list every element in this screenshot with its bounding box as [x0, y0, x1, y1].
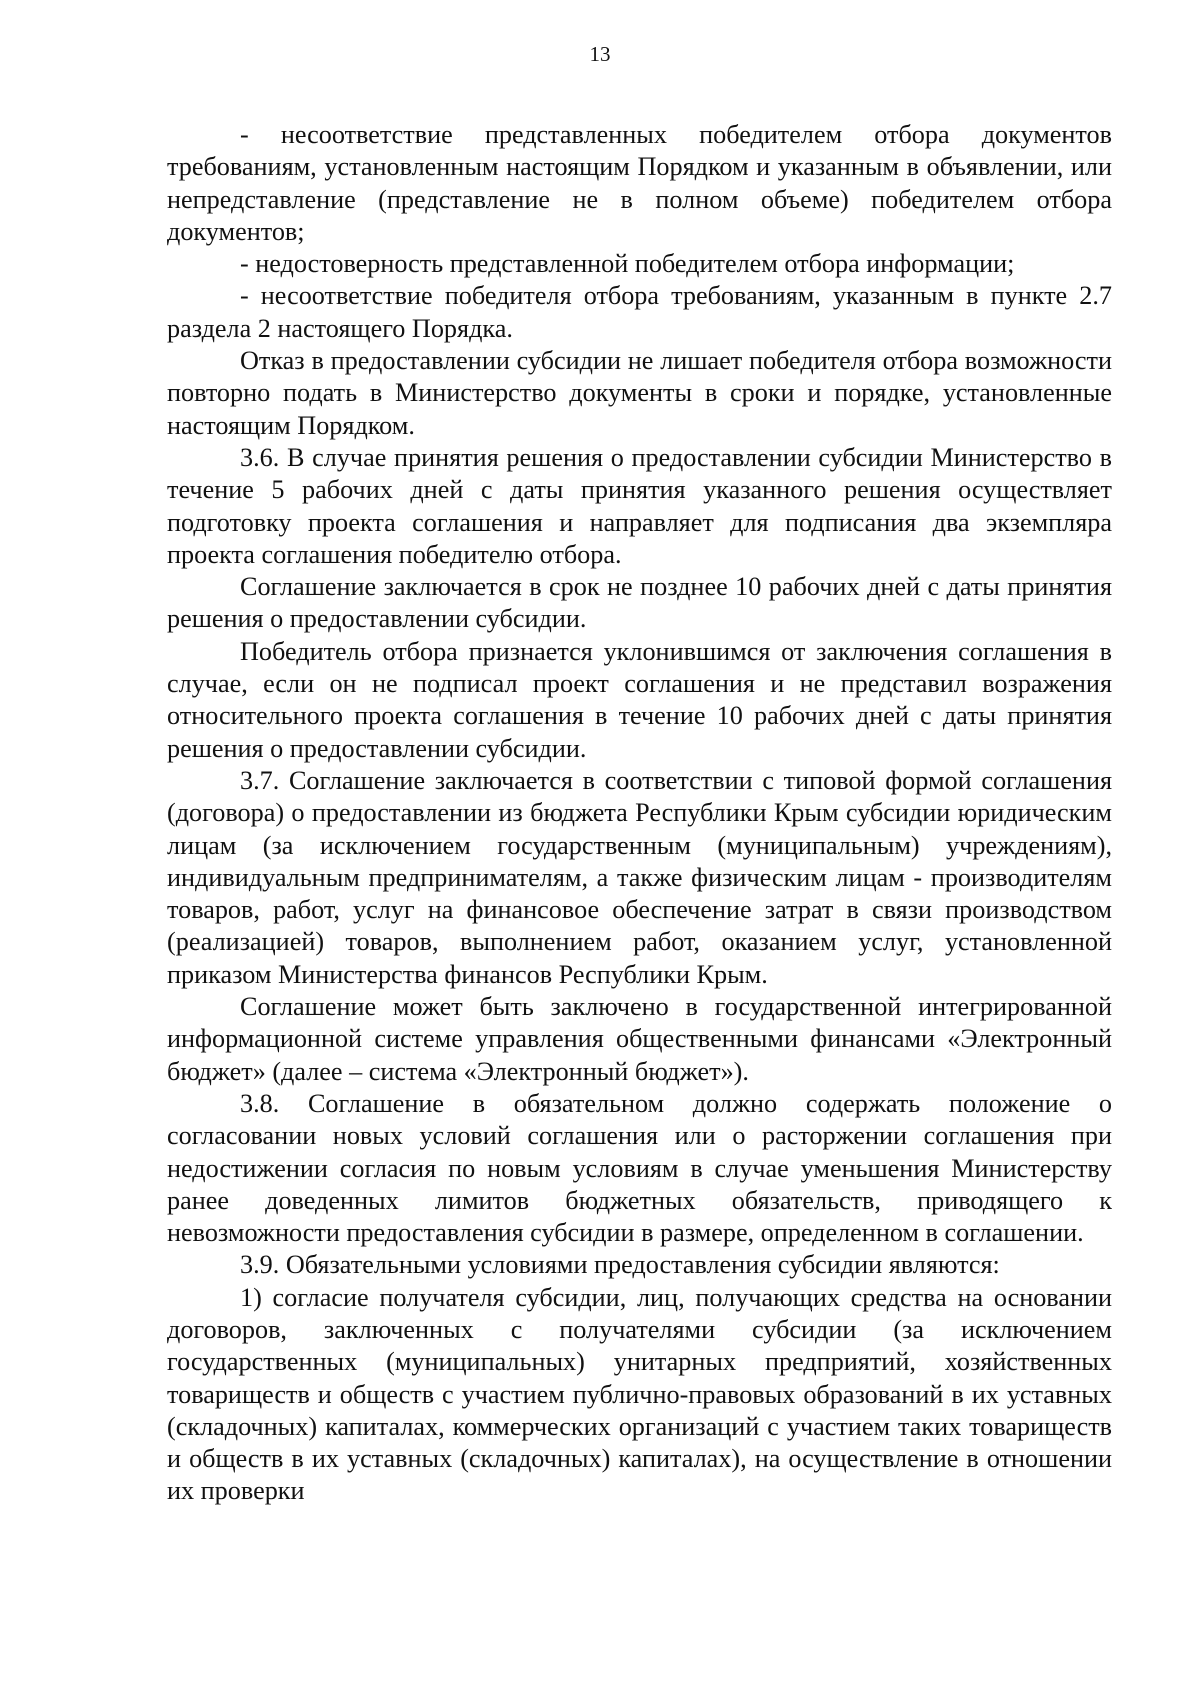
paragraph-3-8: 3.8. Соглашение в обязательном должно содержать положение о согласовании новых условий соглашения или о расторжении соглашения при недостижении согласия по новым условиям в случае уменьшения Министерству ранее доведенных лимитов бюджетных обязательств, приводящего к невозможности предоставления субсидии в размере, определенном в соглашении.: [167, 1088, 1112, 1248]
paragraph-3-6: 3.6. В случае принятия решения о предоставлении субсидии Министерство в течение 5 рабочих дней с даты принятия указанного решения осуществляет подготовку проекта соглашения и направляет для подписания два экземпляра проекта соглашения победителю отбора.: [167, 442, 1112, 569]
paragraph-electronic-budget: Соглашение может быть заключено в государственной интегрированной информационной системе управления общественными финансами «Электронный бюджет» (далее – система «Электронный бюджет»).: [167, 992, 1112, 1086]
paragraph-refusal-note: Отказ в предоставлении субсидии не лишает победителя отбора возможности повторно подать в Министерство документы в сроки и порядке, установленные настоящим Порядком.: [167, 346, 1112, 440]
paragraph-evasion: Победитель отбора признается уклонившимся от заключения соглашения в случае, если он не подписал проект соглашения и не представил возражения относительного проекта соглашения в течение 10 рабочих дней с даты принятия решения о предоставлении субсидии.: [167, 636, 1112, 763]
paragraph-3-9: 3.9. Обязательными условиями предоставления субсидии являются:: [240, 1250, 1000, 1280]
paragraph-unreliable-information: - недостоверность представленной победителем отбора информации;: [240, 249, 1015, 279]
document-body: [167, 119, 1112, 1508]
paragraph-condition-1: 1) согласие получателя субсидии, лиц, получающих средства на основании договоров, заключенных с получателями субсидии (за исключением государственных (муниципальных) унитарных предприятий, хозяйственных товариществ и обществ с участием публично-правовых образований в их уставных (складочных) капиталах, коммерческих организаций с участием таких товариществ и обществ в их уставных (складочных) капиталах), на осуществление в отношении их проверки: [167, 1282, 1112, 1506]
paragraph-agreement-term: Соглашение заключается в срок не позднее 10 рабочих дней с даты принятия решения о предоставлении субсидии.: [167, 572, 1112, 634]
paragraph-3-7: 3.7. Соглашение заключается в соответствии с типовой формой соглашения (договора) о предоставлении из бюджета Республики Крым субсидии юридическим лицам (за исключением государственным (муниципальным) учреждениям), индивидуальным предпринимателям, а также физическим лицам - производителям товаров, работ, услуг на финансовое обеспечение затрат в связи производством (реализацией) товаров, выполнением работ, оказанием услуг, установленной приказом Министерства финансов Республики Крым.: [167, 765, 1112, 989]
page-number: 13: [589, 42, 611, 66]
paragraph-noncompliance-requirements: - несоответствие победителя отбора требованиям, указанным в пункте 2.7 раздела 2 настоящего Порядка.: [167, 281, 1112, 343]
paragraph-noncompliance-documents: - несоответствие представленных победителем отбора документов требованиям, установленным настоящим Порядком и указанным в объявлении, или непредставление (представление не в полном объеме) победителем отбора документов;: [167, 120, 1112, 246]
